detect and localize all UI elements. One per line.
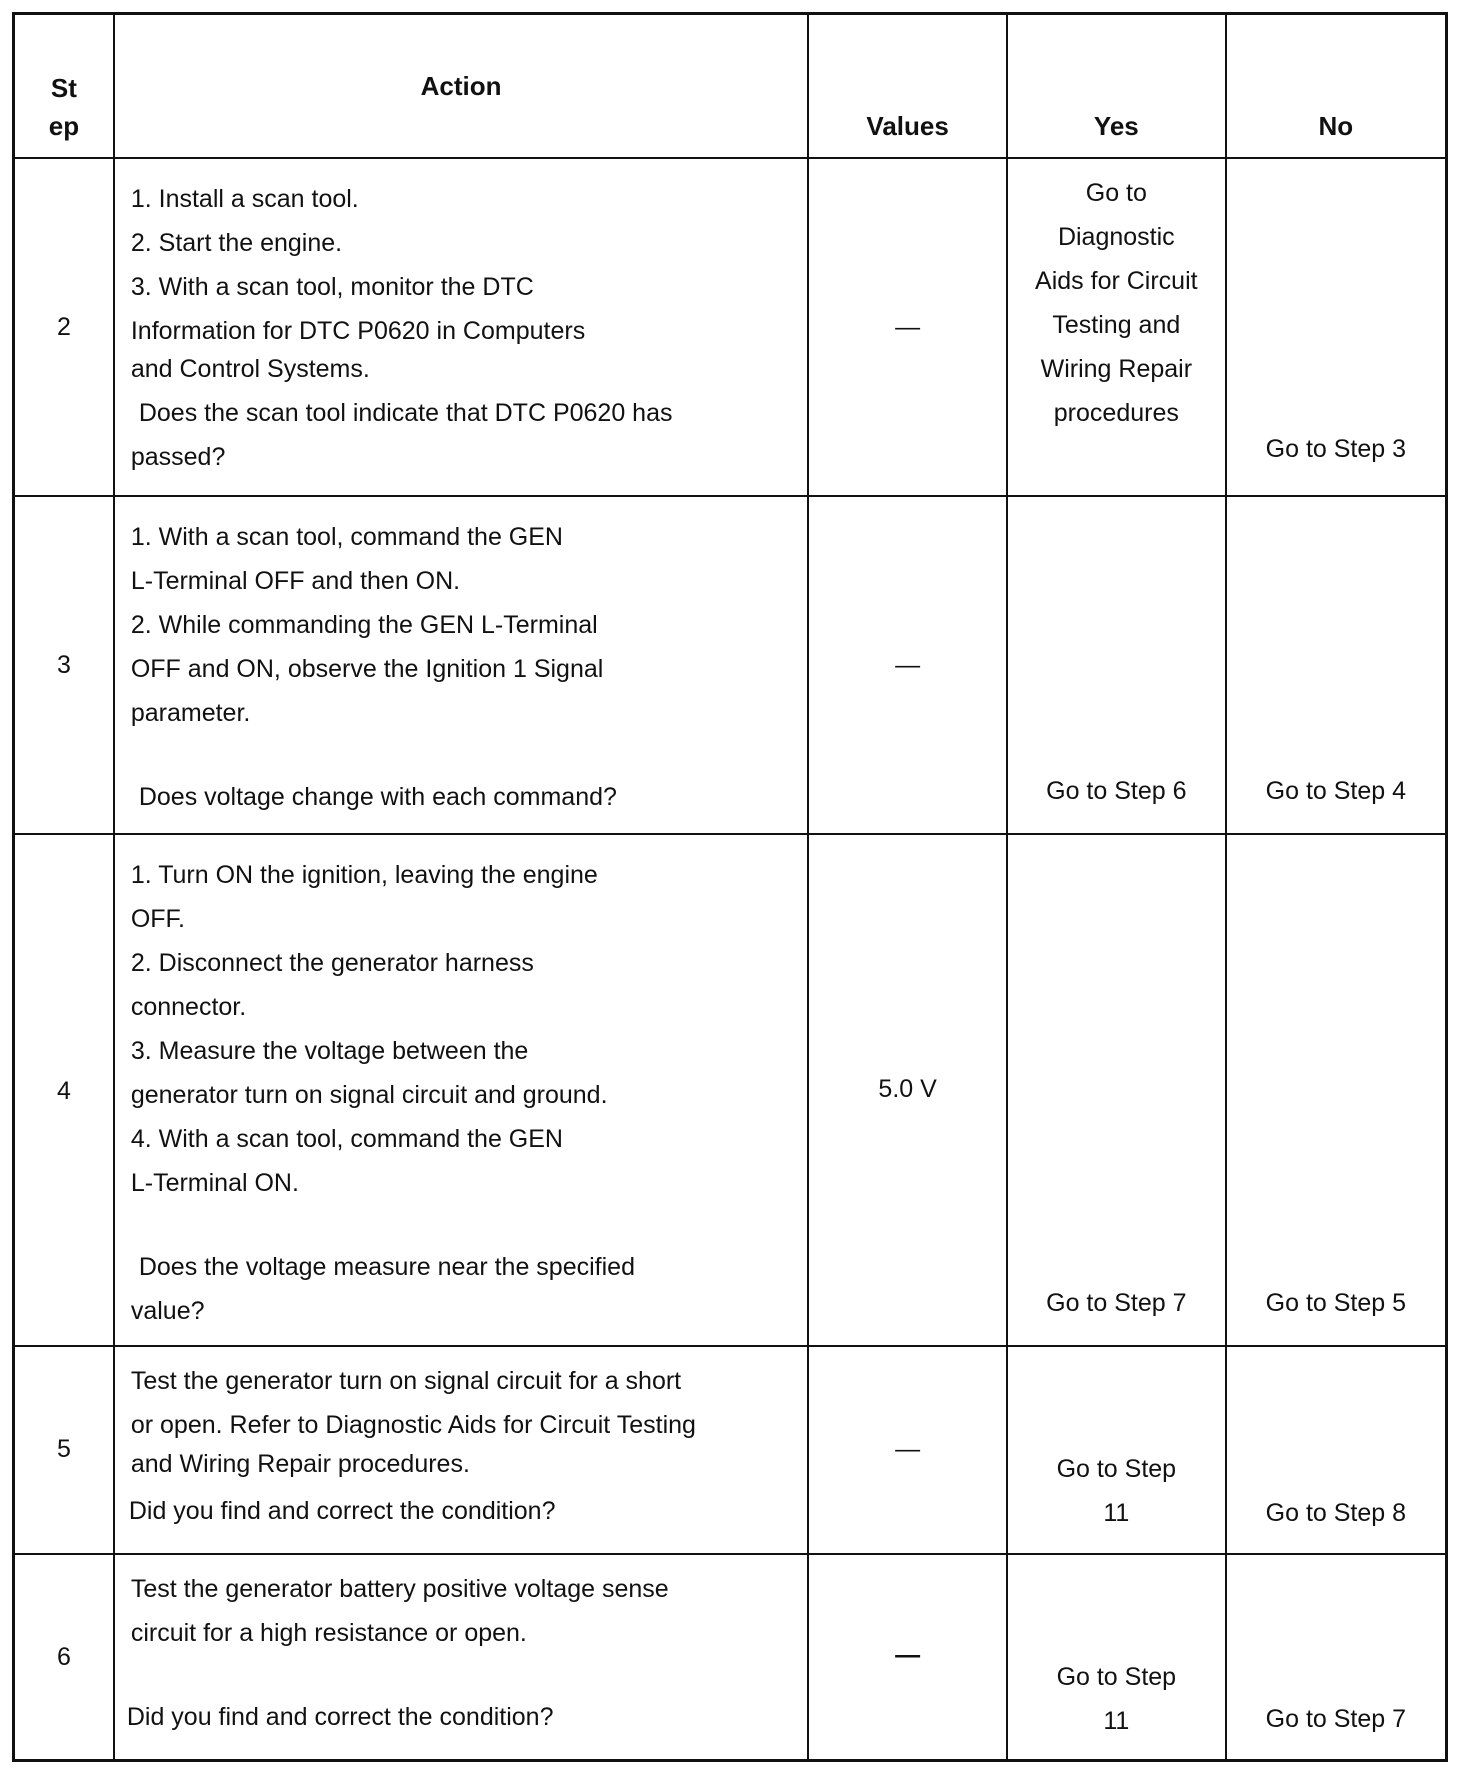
header-values-label: Values [866, 111, 949, 141]
step-number: 5 [56, 1435, 71, 1463]
header-yes-label: Yes [1093, 111, 1139, 141]
table-row [14, 496, 1447, 834]
action-line: parameter. [130, 699, 251, 727]
action-line: connector. [130, 993, 247, 1021]
step-cell [14, 496, 114, 834]
values-text: — [895, 313, 921, 341]
action-line: Test the generator turn on signal circuit for a short [130, 1367, 682, 1395]
no-cell [1226, 1346, 1447, 1554]
action-line: 3. Measure the voltage between the [130, 1037, 529, 1065]
header-step [14, 14, 114, 159]
yes-cell [1007, 1554, 1226, 1761]
step-number: 6 [56, 1643, 71, 1671]
table-row [14, 834, 1447, 1346]
action-cell [114, 496, 808, 834]
question-line: Does the voltage measure near the specified [138, 1253, 635, 1281]
values-cell [808, 1554, 1007, 1761]
step-cell [14, 1346, 114, 1554]
header-step-line-1: St [50, 73, 77, 103]
yes-line: Aids for Circuit [1035, 267, 1198, 295]
action-line: L-Terminal ON. [130, 1169, 299, 1197]
table-row [14, 1346, 1447, 1554]
table-row [14, 1554, 1447, 1761]
values-cell [808, 1346, 1007, 1554]
yes-line: Diagnostic [1057, 223, 1175, 251]
action-cell [114, 834, 808, 1346]
yes-cell [1007, 834, 1226, 1346]
action-line: 1. Turn ON the ignition, leaving the engine [130, 861, 598, 889]
yes-line: Go to [1085, 179, 1147, 207]
no-text: Go to Step 8 [1265, 1499, 1407, 1527]
header-no [1226, 14, 1447, 159]
action-cell [114, 158, 808, 496]
question-line: Did you find and correct the condition? [128, 1497, 556, 1525]
question-line: Does the scan tool indicate that DTC P0620 has [138, 399, 673, 427]
no-cell [1226, 158, 1447, 496]
no-text: Go to Step 4 [1265, 777, 1407, 805]
action-line: 2. Start the engine. [130, 229, 343, 257]
no-cell [1226, 496, 1447, 834]
action-line: 4. With a scan tool, command the GEN [130, 1125, 563, 1153]
step-number: 2 [56, 313, 71, 341]
question-line: passed? [130, 443, 226, 471]
action-line: L-Terminal OFF and then ON. [130, 567, 461, 595]
action-line: 1. Install a scan tool. [130, 185, 359, 213]
question-line: Does voltage change with each command? [138, 783, 617, 811]
yes-line: 11 [1103, 1499, 1130, 1527]
yes-line: Go to Step [1056, 1455, 1177, 1483]
action-line: OFF. [130, 905, 186, 933]
action-cell [114, 1554, 808, 1761]
header-action-label: Action [420, 71, 502, 101]
step-cell [14, 834, 114, 1346]
action-line: Information for DTC P0620 in Computers [130, 317, 586, 345]
yes-cell [1007, 496, 1226, 834]
header-step-line-2: ep [48, 111, 80, 141]
values-cell [808, 834, 1007, 1346]
step-cell [14, 1554, 114, 1761]
header-no-label: No [1318, 111, 1354, 141]
no-text: Go to Step 5 [1265, 1289, 1407, 1317]
yes-text: Go to Step 6 [1046, 777, 1187, 805]
no-text: Go to Step 7 [1265, 1705, 1407, 1733]
header-action [114, 14, 808, 159]
header-values [808, 14, 1007, 159]
yes-line: 11 [1103, 1707, 1130, 1735]
action-line: 3. With a scan tool, monitor the DTC [130, 273, 534, 301]
action-line: 1. With a scan tool, command the GEN [130, 523, 563, 551]
step-number: 4 [56, 1077, 71, 1105]
no-text: Go to Step 3 [1265, 435, 1407, 463]
step-number: 3 [56, 651, 71, 679]
action-line: 2. While commanding the GEN L-Terminal [130, 611, 598, 639]
yes-line: procedures [1053, 399, 1179, 427]
action-line: 2. Disconnect the generator harness [130, 949, 534, 977]
yes-line: Testing and [1052, 311, 1181, 339]
yes-line: Go to Step [1056, 1663, 1177, 1691]
step-cell [14, 158, 114, 496]
question-line: Did you find and correct the condition? [126, 1703, 554, 1731]
table-header [14, 14, 1447, 159]
diagnostic-table [12, 12, 1448, 1762]
action-line: OFF and ON, observe the Ignition 1 Signal [130, 655, 604, 683]
no-cell [1226, 834, 1447, 1346]
values-text: 5.0 V [878, 1075, 937, 1103]
yes-cell [1007, 158, 1226, 496]
question-line: value? [130, 1297, 205, 1325]
action-line: generator turn on signal circuit and ground. [130, 1081, 608, 1109]
values-text: — [895, 1435, 921, 1463]
action-cell [114, 1346, 808, 1554]
action-line: and Wiring Repair procedures. [130, 1450, 470, 1478]
header-yes [1007, 14, 1226, 159]
values-text: — [895, 651, 921, 679]
action-line: or open. Refer to Diagnostic Aids for Circuit Testing [130, 1411, 696, 1439]
yes-text: Go to Step 7 [1046, 1289, 1187, 1317]
action-line: and Control Systems. [130, 355, 370, 383]
action-line: circuit for a high resistance or open. [130, 1619, 527, 1647]
yes-line: Wiring Repair [1040, 355, 1193, 383]
action-line: Test the generator battery positive voltage sense [130, 1575, 669, 1603]
yes-cell [1007, 1346, 1226, 1554]
values-cell [808, 496, 1007, 834]
values-text: — [895, 1641, 921, 1669]
table-row [14, 158, 1447, 496]
no-cell [1226, 1554, 1447, 1761]
values-cell [808, 158, 1007, 496]
